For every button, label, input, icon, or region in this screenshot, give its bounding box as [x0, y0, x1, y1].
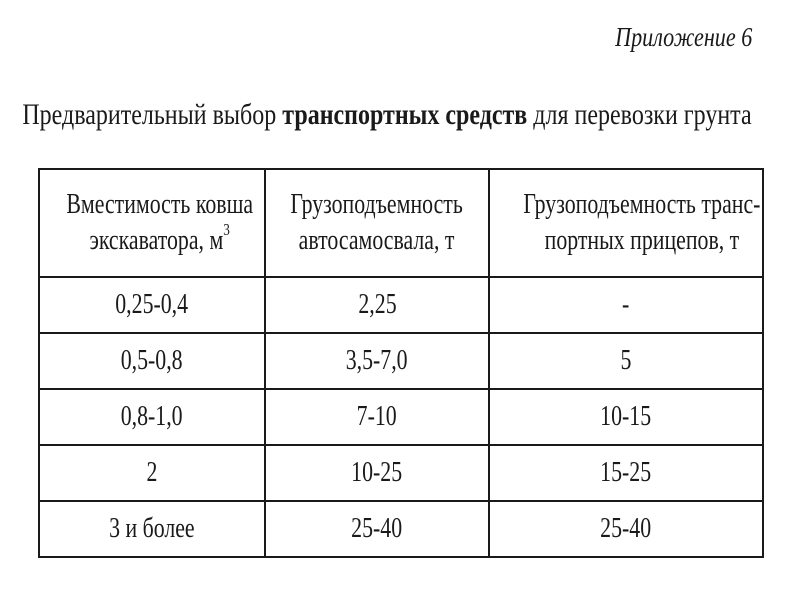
- table-row: [39, 501, 763, 557]
- header-truck-capacity: [265, 169, 489, 277]
- header-line: Грузоподъемность: [290, 188, 464, 220]
- header-line: Вместимость ковша: [66, 188, 254, 220]
- table-row: [39, 277, 763, 333]
- header-line: экскаватора, м: [89, 225, 224, 256]
- header-trailer-capacity: [489, 169, 763, 277]
- trailer-capacity-cell: -: [489, 277, 763, 333]
- appendix-label: Приложение 6: [614, 22, 752, 52]
- truck-capacity-cell: 25-40: [265, 501, 489, 557]
- table-row: [39, 389, 763, 445]
- trailer-capacity-cell: 5: [489, 333, 763, 389]
- truck-capacity-cell: 10-25: [265, 445, 489, 501]
- bucket-capacity-cell: 2: [39, 445, 265, 501]
- vehicle-selection-table: [38, 168, 764, 558]
- truck-capacity-cell: 7-10: [265, 389, 489, 445]
- bucket-capacity-cell: 0,8-1,0: [39, 389, 265, 445]
- trailer-capacity-cell: 25-40: [489, 501, 763, 557]
- header-row: [39, 169, 763, 277]
- header-bucket-capacity: [39, 169, 265, 277]
- trailer-capacity-cell: 15-25: [489, 445, 763, 501]
- header-line: Грузоподъемность транс-: [523, 188, 761, 220]
- unit-superscript: 3: [223, 220, 230, 239]
- trailer-capacity-cell: 10-15: [489, 389, 763, 445]
- document-title: [23, 98, 752, 132]
- bucket-capacity-cell: 0,5-0,8: [39, 333, 265, 389]
- table-row: [39, 333, 763, 389]
- title-suffix: для перевозки грунта: [527, 98, 752, 131]
- header-line: автосамосвала, т: [299, 225, 455, 256]
- title-bold: транспортных средств: [282, 98, 528, 131]
- header-line: портных прицепов, т: [544, 225, 740, 256]
- bucket-capacity-cell: 0,25-0,4: [39, 277, 265, 333]
- bucket-capacity-cell: 3 и более: [39, 501, 265, 557]
- truck-capacity-cell: 3,5-7,0: [265, 333, 489, 389]
- title-prefix: Предварительный выбор: [22, 98, 283, 131]
- truck-capacity-cell: 2,25: [265, 277, 489, 333]
- table-row: [39, 445, 763, 501]
